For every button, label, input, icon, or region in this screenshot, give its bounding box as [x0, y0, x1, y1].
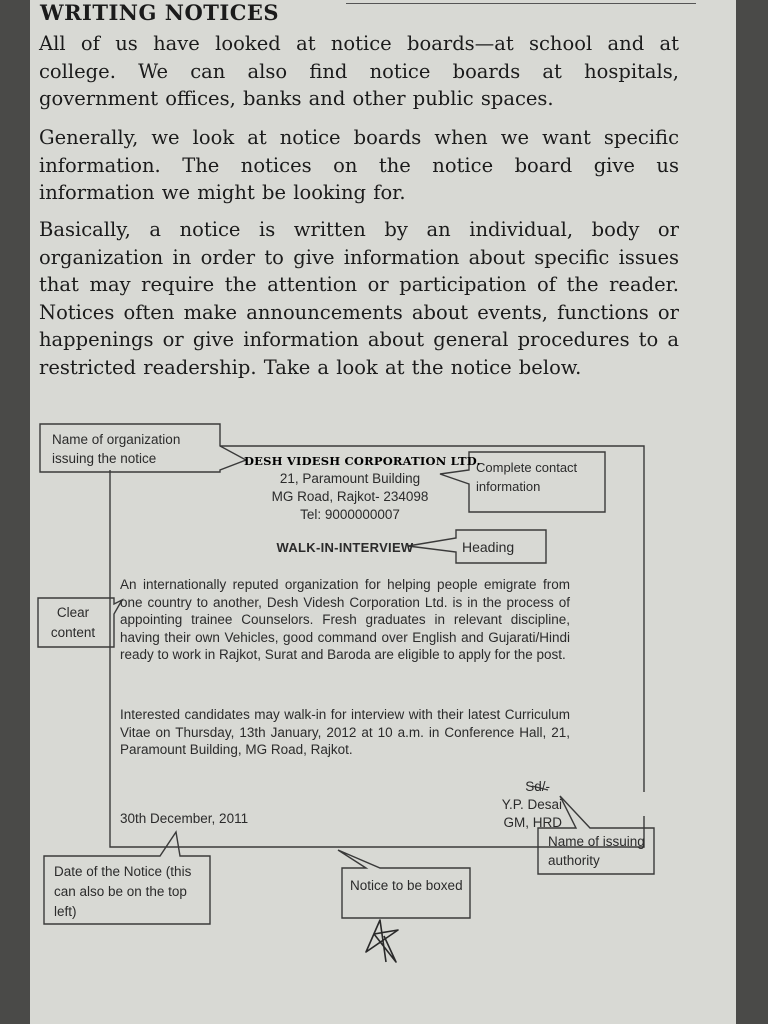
- intro-paragraph-1: All of us have looked at notice boards—at school and at college. We can also find notice boards at hospitals, government offices, banks and other public spaces.: [39, 32, 679, 110]
- section-heading: WRITING NOTICES: [40, 0, 280, 25]
- notice-address-line2: MG Road, Rajkot- 234098: [271, 489, 429, 504]
- authority-callout-text: Name of issuing authority: [548, 834, 645, 868]
- signature-sd: Sd/-: [525, 779, 550, 794]
- intro-paragraph-3: Basically, a notice is written by an individual, body or organization in order to give information about specific issues that may require the attention or participation of the reader. Notices often make announcements about events, functions or happenings or give information about general procedures to a restricted readership. Take a look at the notice below.: [39, 218, 679, 379]
- notice-title: WALK-IN-INTERVIEW: [276, 540, 414, 555]
- hand-drawn-star: [366, 920, 398, 962]
- contact-callout-text: Complete contact information: [476, 460, 578, 494]
- notice-company-name: DESH VIDESH CORPORATION LTD.: [244, 454, 481, 468]
- signature-title: GM, HRD: [503, 815, 562, 830]
- notice-address-line1: 21, Paramount Building: [279, 471, 421, 486]
- date-callout-text: Date of the Notice (this can also be on the top left): [54, 864, 192, 919]
- heading-callout-text: Heading: [462, 539, 515, 555]
- notice-body-paragraph-1: An internationally reputed organization for helping people emigrate from one country to another, Desh Videsh Corporation Ltd. is in the process of appointing trainee Counselors. Fresh graduates in relevant discipline, having their own Vehicles, good command over English and Gujarati/Hindi ready to work in Rajkot, Surat and Baroda are eligible to apply for the post.: [120, 577, 570, 662]
- clear-content-callout-text: Clear content: [50, 605, 96, 640]
- org-callout-text: Name of organization issuing the notice: [52, 432, 181, 466]
- notice-date: 30th December, 2011: [120, 811, 249, 826]
- signature-name: Y.P. Desai: [501, 797, 562, 812]
- notice-body-paragraph-2: Interested candidates may walk-in for interview with their latest Curriculum Vitae on Thursday, 13th January, 2012 at 10 a.m. in Conference Hall, 21, Paramount Building, MG Road, Rajkot.: [120, 707, 570, 757]
- notice-tel: Tel: 9000000007: [300, 507, 400, 522]
- boxed-callout-text: Notice to be boxed: [350, 878, 463, 893]
- intro-paragraph-2: Generally, we look at notice boards when we want specific information. The notices on the notice board give us information we might be looking for.: [39, 126, 679, 204]
- textbook-page: [30, 0, 736, 1024]
